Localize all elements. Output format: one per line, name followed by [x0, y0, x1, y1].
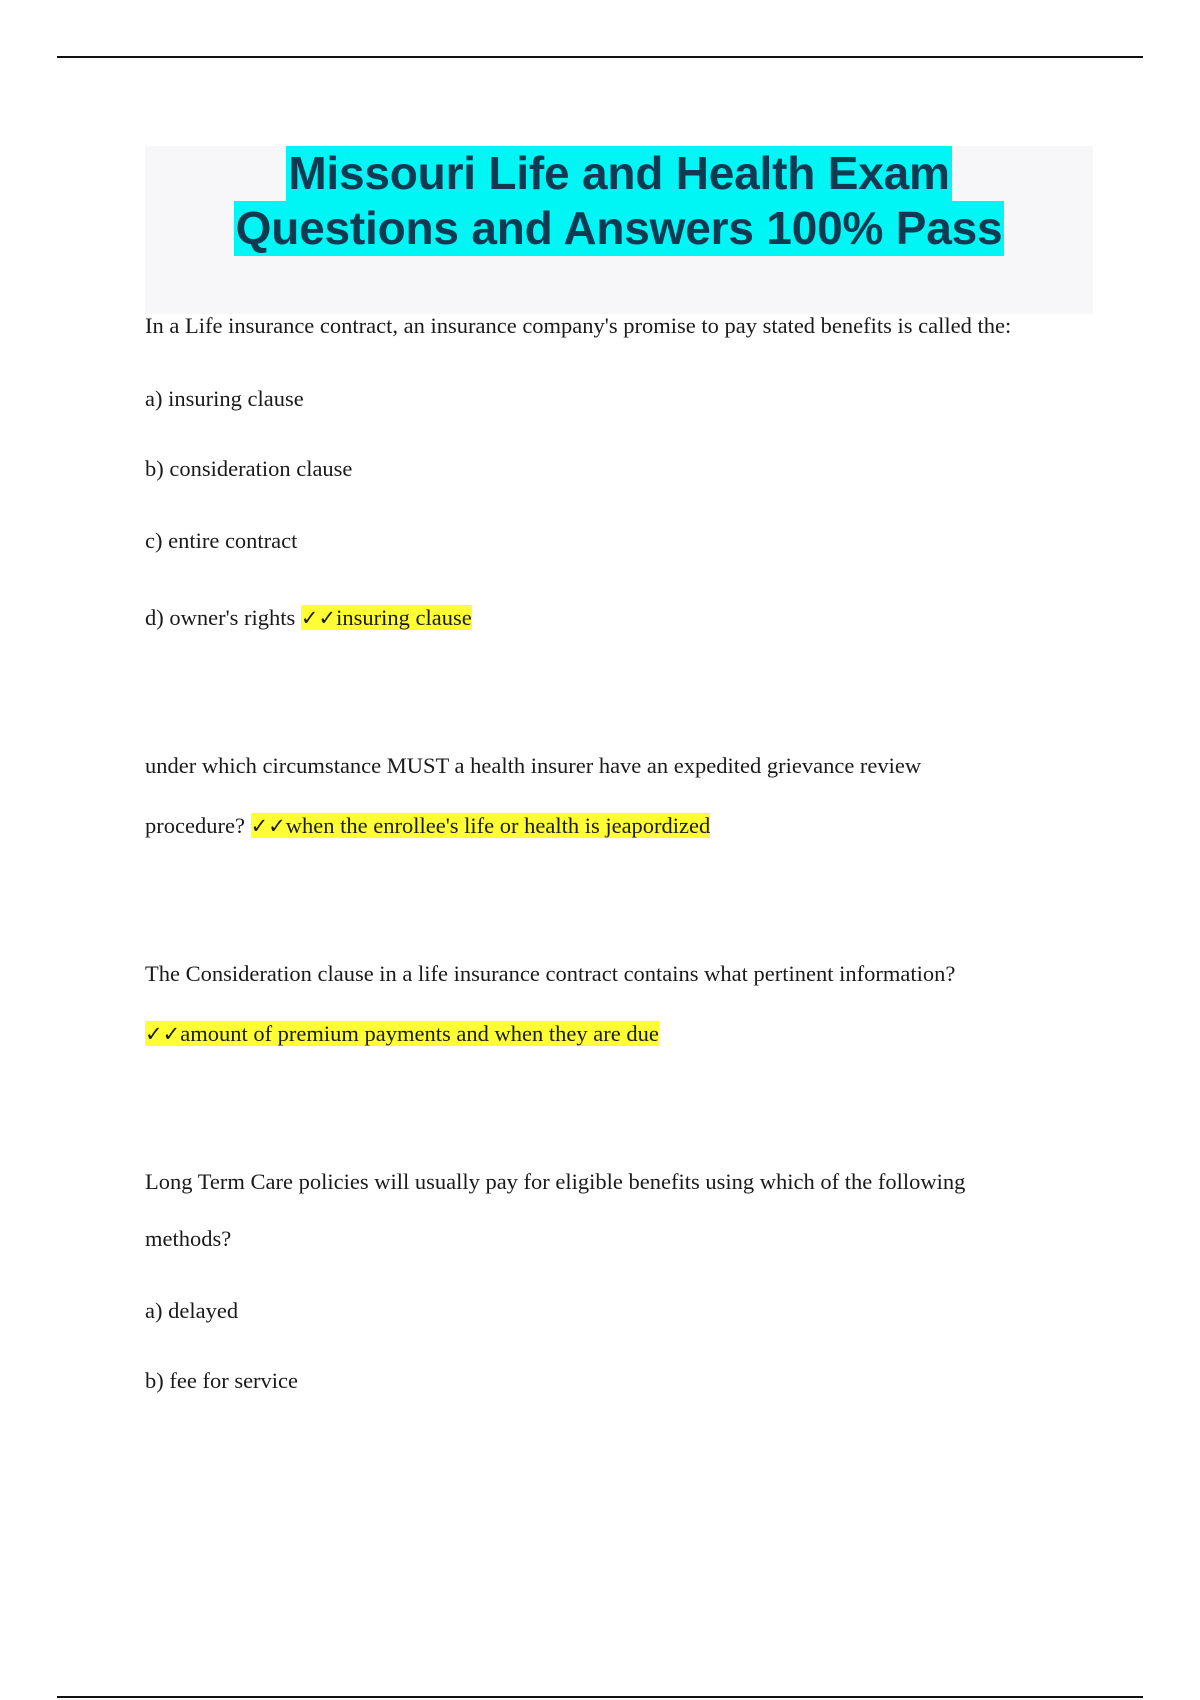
bottom-rule	[57, 1696, 1143, 1698]
question-2-prompt-line-1: under which circumstance MUST a health insurer have an expedited grievance review	[145, 753, 922, 778]
question-4-prompt-line-1: Long Term Care policies will usually pay for eligible benefits using which of the following	[145, 1169, 966, 1194]
question-1-option-c: c) entire contract	[145, 528, 298, 553]
question-2-prompt-line-2: procedure?	[145, 813, 245, 838]
question-1-option-d-line	[145, 604, 472, 632]
question-1-option-d: d) owner's rights	[145, 605, 296, 630]
check-mark-icon: ✓✓	[145, 1022, 181, 1046]
question-2-prompt-line-2-wrap	[145, 812, 710, 840]
document-title-line-1: Missouri Life and Health Exam	[288, 147, 950, 199]
question-1-prompt: In a Life insurance contract, an insurance company's promise to pay stated benefits is called the:	[145, 313, 1012, 338]
question-1-option-b: b) consideration clause	[145, 456, 353, 481]
check-mark-icon: ✓✓	[250, 814, 286, 838]
question-3-answer: ✓✓amount of premium payments and when they are due	[145, 1021, 659, 1046]
question-4-prompt-line-2: methods?	[145, 1226, 232, 1251]
document-title-line-2: Questions and Answers 100% Pass	[235, 202, 1003, 254]
title-block	[145, 146, 1093, 314]
top-rule	[57, 56, 1143, 58]
question-3-prompt: The Consideration clause in a life insurance contract contains what pertinent information?	[145, 961, 956, 986]
question-4-option-a: a) delayed	[145, 1298, 239, 1323]
question-4-option-b: b) fee for service	[145, 1368, 299, 1393]
question-2-answer: ✓✓when the enrollee's life or health is jeapordized	[250, 813, 711, 838]
question-1-option-a: a) insuring clause	[145, 386, 304, 411]
question-1-answer: ✓✓insuring clause	[300, 605, 472, 630]
check-mark-icon: ✓✓	[300, 606, 337, 630]
question-3-answer-line	[145, 1020, 659, 1048]
